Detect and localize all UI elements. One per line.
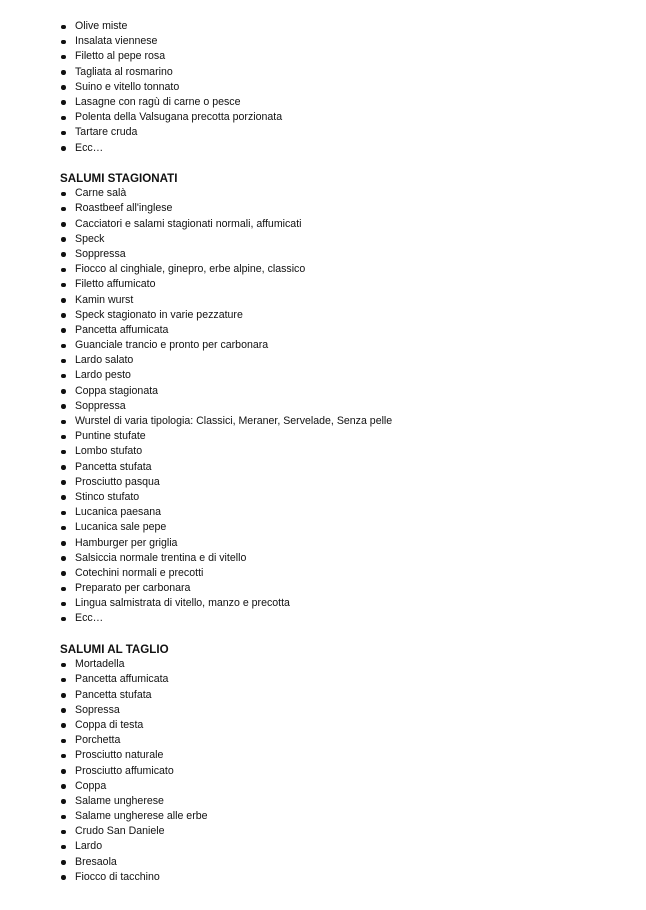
section-salumi-stagionati <box>60 171 620 627</box>
bullet-icon <box>61 404 66 409</box>
bullet-icon <box>61 435 66 440</box>
bullet-icon <box>61 85 66 90</box>
list-item <box>60 141 620 156</box>
list-item <box>60 110 620 125</box>
list-item-label: Crudo San Daniele <box>75 825 165 838</box>
list-item-label: Puntine stufate <box>75 430 146 443</box>
list-item <box>60 293 620 308</box>
list-item <box>60 323 620 338</box>
bullet-icon <box>61 723 66 728</box>
bullet-icon <box>61 207 66 212</box>
bullet-icon <box>61 556 66 561</box>
bullet-icon <box>61 55 66 60</box>
list-item <box>60 125 620 140</box>
list-item <box>60 718 620 733</box>
bullet-icon <box>61 480 66 485</box>
list-item <box>60 414 620 429</box>
list-item <box>60 839 620 854</box>
list-item <box>60 444 620 459</box>
list-item <box>60 688 620 703</box>
list-item <box>60 368 620 383</box>
bullet-icon <box>61 708 66 713</box>
list-item <box>60 581 620 596</box>
list-item-label: Lombo stufato <box>75 445 143 458</box>
bullet-icon <box>61 739 66 744</box>
bullet-icon <box>61 298 66 303</box>
list-item <box>60 657 620 672</box>
bullet-icon <box>61 815 66 820</box>
bullet-icon <box>61 571 66 576</box>
list-item-label: Tartare cruda <box>75 126 138 139</box>
list-item <box>60 429 620 444</box>
section-heading: SALUMI STAGIONATI <box>60 172 178 185</box>
bullet-icon <box>61 252 66 257</box>
list-item-label: Pancetta stufata <box>75 688 152 701</box>
list-item <box>60 201 620 216</box>
list-item <box>60 505 620 520</box>
list-item-label: Lingua salmistrata di vitello, manzo e precotta <box>75 597 290 610</box>
bullet-icon <box>61 678 66 683</box>
list-item-label: Pancetta stufata <box>75 460 152 473</box>
bullet-icon <box>61 526 66 531</box>
list-item-label: Cotechini normali e precotti <box>75 566 204 579</box>
bullet-icon <box>61 116 66 121</box>
list-item-label: Lardo <box>75 840 103 853</box>
bullet-icon <box>61 100 66 105</box>
list-item <box>60 611 620 626</box>
list-item-label: Lardo pesto <box>75 369 131 382</box>
item-list <box>60 19 620 156</box>
list-item-label: Lucanica sale pepe <box>75 521 167 534</box>
list-item-label: Wurstel di varia tipologia: Classici, Meraner, Servelade, Senza pelle <box>75 415 393 427</box>
list-item <box>60 475 620 490</box>
list-item <box>60 80 620 95</box>
bullet-icon <box>61 875 66 880</box>
list-item <box>60 520 620 535</box>
list-item-label: Roastbeef all'inglese <box>75 202 173 215</box>
bullet-icon <box>61 374 66 379</box>
list-item-label: Stinco stufato <box>75 490 140 503</box>
list-item-label: Insalata viennese <box>75 35 158 48</box>
bullet-icon <box>61 222 66 227</box>
list-item-label: Mortadella <box>75 658 125 671</box>
list-item-label: Polenta della Valsugana precotta porzionata <box>75 111 283 124</box>
list-item-label: Lucanica paesana <box>75 506 161 519</box>
list-item-label: Carne salà <box>75 187 127 200</box>
list-item-label: Fiocco al cinghiale, ginepro, erbe alpine, classico <box>75 263 306 276</box>
list-item-label: Filetto al pepe rosa <box>75 50 166 63</box>
item-list <box>60 186 620 626</box>
list-item <box>60 703 620 718</box>
section-salumi-al-taglio <box>60 642 620 885</box>
list-item <box>60 536 620 551</box>
bullet-icon <box>61 799 66 804</box>
list-item <box>60 262 620 277</box>
bullet-icon <box>61 70 66 75</box>
list-item <box>60 566 620 581</box>
bullet-icon <box>61 602 66 607</box>
list-item-label: Lasagne con ragù di carne o pesce <box>75 95 241 108</box>
list-item-label: Preparato per carbonara <box>75 582 191 595</box>
bullet-icon <box>61 450 66 455</box>
list-item <box>60 399 620 414</box>
list-item-label: Coppa stagionata <box>75 384 159 397</box>
list-item-label: Porchetta <box>75 734 121 747</box>
bullet-icon <box>61 495 66 500</box>
list-item-label: Kamin wurst <box>75 293 134 306</box>
bullet-icon <box>61 268 66 273</box>
list-item-label: Salsiccia normale trentina e di vitello <box>75 551 247 564</box>
list-item-label: Ecc… <box>75 141 104 154</box>
list-item-label: Soppressa <box>75 247 126 260</box>
list-item <box>60 353 620 368</box>
bullet-icon <box>61 359 66 364</box>
list-item <box>60 247 620 262</box>
bullet-icon <box>61 328 66 333</box>
list-item-label: Olive miste <box>75 20 128 32</box>
list-item-label: Tagliata al rosmarino <box>75 65 173 78</box>
list-item <box>60 672 620 687</box>
list-item <box>60 855 620 870</box>
list-item-label: Speck stagionato in varie pezzature <box>75 308 243 321</box>
bullet-icon <box>61 617 66 622</box>
list-item <box>60 809 620 824</box>
list-item-label: Pancetta affumicata <box>75 323 169 336</box>
list-item <box>60 308 620 323</box>
list-item-label: Prosciutto affumicato <box>75 764 174 777</box>
list-item <box>60 824 620 839</box>
bullet-icon <box>61 754 66 759</box>
bullet-icon <box>61 420 66 425</box>
list-item <box>60 217 620 232</box>
list-item <box>60 49 620 64</box>
list-item <box>60 384 620 399</box>
list-item <box>60 490 620 505</box>
list-item-label: Sopressa <box>75 703 120 716</box>
list-item-label: Pancetta affumicata <box>75 673 169 686</box>
bullet-icon <box>61 830 66 835</box>
bullet-icon <box>61 131 66 136</box>
list-item-label: Fiocco di tacchino <box>75 870 160 883</box>
bullet-icon <box>61 693 66 698</box>
list-item <box>60 870 620 885</box>
list-item-label: Lardo salato <box>75 354 134 367</box>
bullet-icon <box>61 541 66 546</box>
bullet-icon <box>61 313 66 318</box>
bullet-icon <box>61 25 66 30</box>
list-item-label: Coppa di testa <box>75 718 144 731</box>
list-item-label: Guanciale trancio e pronto per carbonara <box>75 339 269 352</box>
list-item <box>60 277 620 292</box>
list-item <box>60 460 620 475</box>
list-item-label: Hamburger per griglia <box>75 536 178 549</box>
list-item-label: Salame ungherese <box>75 794 164 807</box>
bullet-icon <box>61 389 66 394</box>
bullet-icon <box>61 769 66 774</box>
list-item-label: Bresaola <box>75 855 117 868</box>
list-item <box>60 19 620 34</box>
bullet-icon <box>61 283 66 288</box>
section-heading: SALUMI AL TAGLIO <box>60 643 169 656</box>
bullet-icon <box>61 344 66 349</box>
list-item <box>60 551 620 566</box>
list-item-label: Coppa <box>75 779 107 792</box>
list-item <box>60 338 620 353</box>
list-item-label: Ecc… <box>75 612 104 625</box>
list-item <box>60 748 620 763</box>
bullet-icon <box>61 465 66 470</box>
bullet-icon <box>61 784 66 789</box>
list-item-label: Salame ungherese alle erbe <box>75 810 208 823</box>
list-item-label: Prosciutto naturale <box>75 749 164 762</box>
list-item-label: Soppressa <box>75 399 126 412</box>
bullet-icon <box>61 511 66 516</box>
list-item <box>60 65 620 80</box>
item-list <box>60 657 620 885</box>
bullet-icon <box>61 845 66 850</box>
list-item <box>60 779 620 794</box>
list-item <box>60 186 620 201</box>
list-item <box>60 34 620 49</box>
list-item <box>60 95 620 110</box>
bullet-icon <box>61 146 66 151</box>
list-item-label: Suino e vitello tonnato <box>75 80 180 93</box>
list-item-label: Cacciatori e salami stagionati normali, affumicati <box>75 217 302 230</box>
bullet-icon <box>61 192 66 197</box>
bullet-icon <box>61 860 66 865</box>
list-item <box>60 794 620 809</box>
list-item <box>60 596 620 611</box>
bullet-icon <box>61 237 66 242</box>
bullet-icon <box>61 587 66 592</box>
list-item <box>60 232 620 247</box>
bullet-icon <box>61 40 66 45</box>
list-item-label: Prosciutto pasqua <box>75 475 160 488</box>
section-antipasti <box>60 19 620 156</box>
list-item <box>60 764 620 779</box>
list-item <box>60 733 620 748</box>
list-item-label: Speck <box>75 232 105 245</box>
list-item-label: Filetto affumicato <box>75 278 156 291</box>
bullet-icon <box>61 663 66 668</box>
